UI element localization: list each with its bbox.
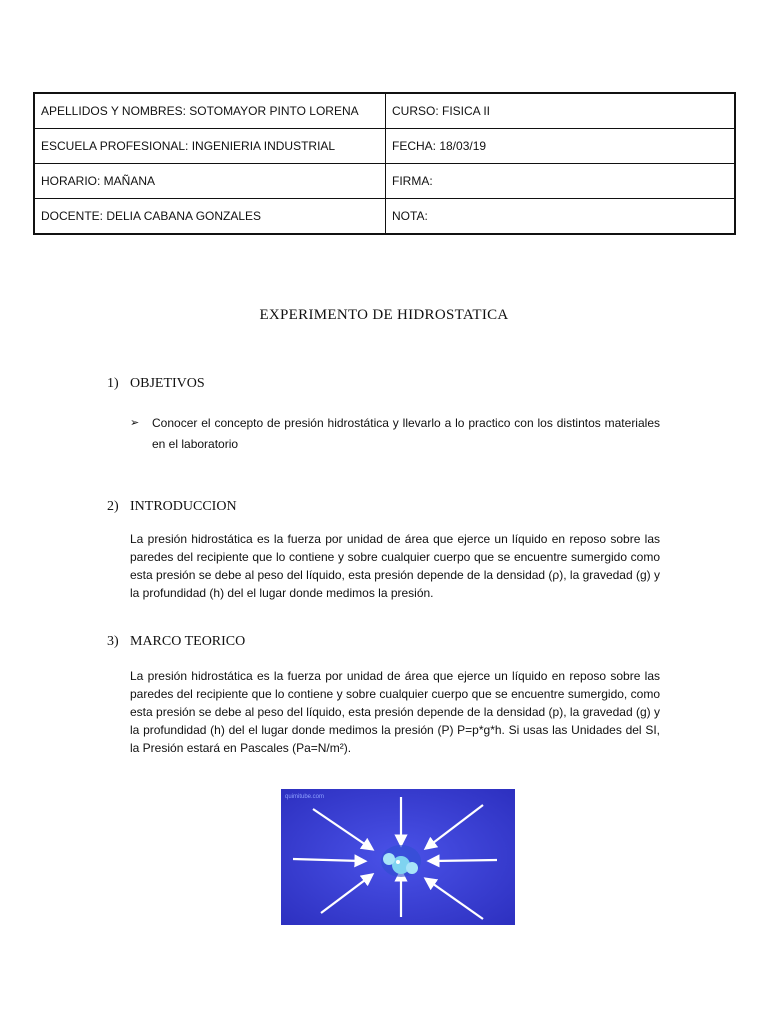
signature-cell: FIRMA:: [386, 164, 736, 199]
section-title: OBJETIVOS: [130, 376, 205, 391]
objective-text: Conocer el concepto de presión hidrostática y llevarlo a lo practico con los distintos materiales en el laboratorio: [152, 416, 660, 451]
student-name-cell: APELLIDOS Y NOMBRES: SOTOMAYOR PINTO LORENA: [34, 93, 386, 129]
pressure-diagram: [281, 789, 515, 925]
objective-bullet: [130, 413, 660, 455]
table-row: [34, 164, 735, 199]
section-heading-introduccion: [107, 499, 237, 515]
grade-cell: NOTA:: [386, 199, 736, 235]
section-title: MARCO TEORICO: [130, 634, 246, 649]
teacher-cell: DOCENTE: DELIA CABANA GONZALES: [34, 199, 386, 235]
section-heading-objetivos: [107, 376, 205, 392]
table-row: [34, 199, 735, 235]
section-heading-marco-teorico: [107, 634, 245, 650]
table-row: [34, 93, 735, 129]
date-cell: FECHA: 18/03/19: [386, 129, 736, 164]
section-title: INTRODUCCION: [130, 499, 237, 514]
intro-paragraph: La presión hidrostática es la fuerza por unidad de área que ejerce un líquido en reposo sobre las paredes del recipiente que lo contiene y sobre cualquier cuerpo que se encuentre sumergido como esta presión se debe al peso del líquido, esta presión depende de la densidad (ρ), la gravedad (g) y la profundidad (h) del el lugar donde medimos la presión.: [130, 532, 660, 600]
section-number: 3): [107, 634, 119, 649]
school-cell: ESCUELA PROFESIONAL: INGENIERIA INDUSTRIAL: [34, 129, 386, 164]
arrow-bullet-icon: ➢: [130, 417, 140, 429]
course-cell: CURSO: FISICA II: [386, 93, 736, 129]
figure-watermark: quimitube.com: [285, 794, 325, 800]
section-number: 1): [107, 376, 119, 391]
theory-paragraph: La presión hidrostática es la fuerza por unidad de área que ejerce un líquido en reposo sobre las paredes del recipiente que lo contiene y sobre cualquier cuerpo que se encuentre sumergido, como esta presión se debe al peso del líquido, esta presión depende de la densidad (p), la gravedad (g) y la profundidad (h) del el lugar donde medimos la presión (P) P=p*g*h. Si usas las Unidades del SI, la Presión estará en Pascales (Pa=N/m²).: [130, 669, 660, 755]
table-row: [34, 129, 735, 164]
section-number: 2): [107, 499, 119, 514]
arrow-right-icon: [433, 860, 497, 861]
student-info-table: [33, 92, 736, 235]
schedule-cell: HORARIO: MAÑANA: [34, 164, 386, 199]
document-title: EXPERIMENTO DE HIDROSTATICA: [259, 307, 509, 323]
water-molecule-icon: [381, 845, 421, 877]
